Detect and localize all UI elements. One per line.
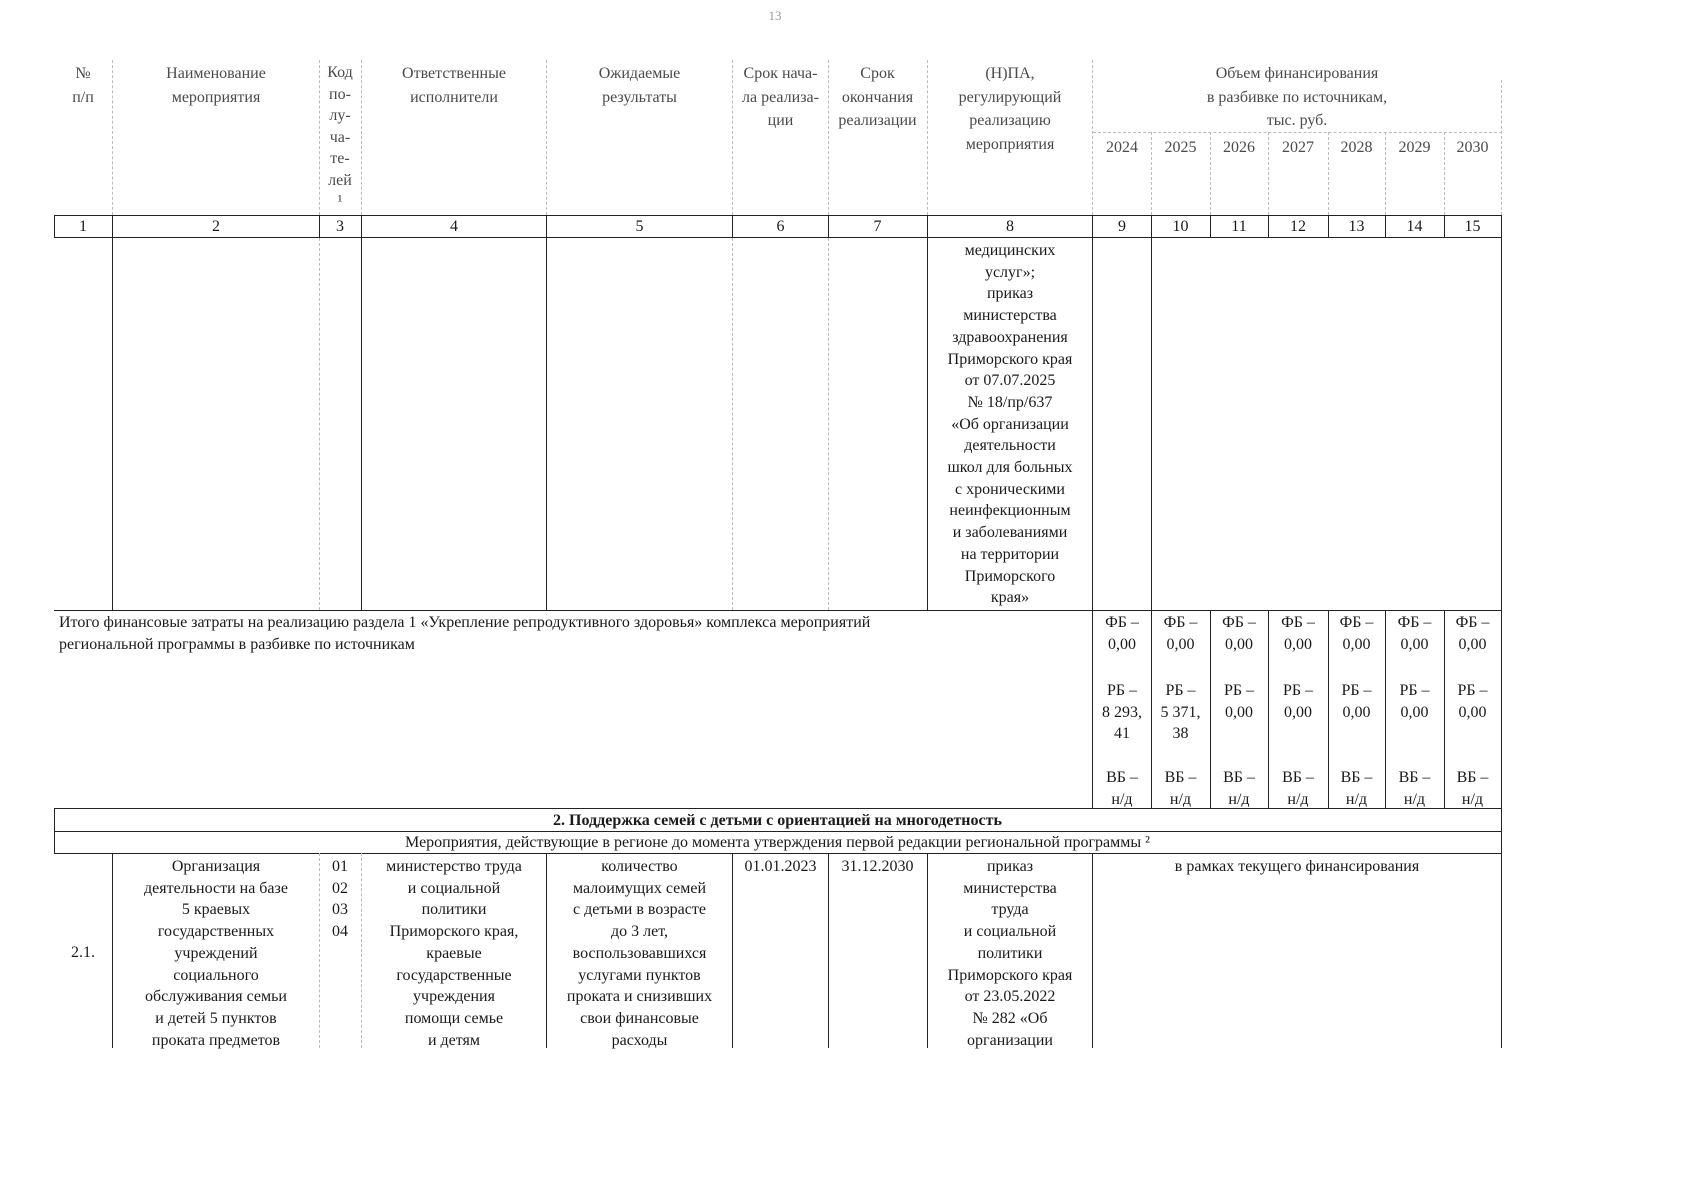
row-2-1-financing: в рамках текущего финансирования [1174,858,1420,875]
total-rb-2027: РБ – 0,00 [1282,682,1314,721]
total-fb-2027: ФБ – 0,00 [1281,614,1315,653]
rule-r21-c2 [319,853,320,1048]
rule-v-c5 [732,215,733,238]
rule-v-c7 [927,215,928,610]
row-2-1-npa: приказ министерства труда и социальной политики Приморского края от 23.05.2022 № 282 «Об организации [947,858,1073,1049]
row-2-1-codes: 01 02 03 04 [332,858,348,941]
rule-header-y3 [1268,132,1269,215]
header-year-2029: 2029 [1398,139,1431,156]
col-number-3: 3 [336,218,344,235]
rule-header-col2 [319,60,320,215]
section-2-title: 2. Поддержка семей с детьми с ориентацией на многодетность [553,812,1002,829]
total-vb-2025: ВБ – н/д [1164,769,1197,808]
rule-v-c8 [1092,215,1093,808]
total-vb-2029: ВБ – н/д [1398,769,1431,808]
total-vb-2030: ВБ – н/д [1456,769,1489,808]
rule-v-y4 [1328,215,1329,238]
rule-v-c1 [112,215,113,610]
row-2-1-name: Организация деятельности на базе 5 краевых государственных учреждений социального обслуживания семьи и детей 5 пунктов проката предметов [144,858,288,1049]
rule-r21-c6 [828,853,829,1048]
rule-colnum-top [54,215,1502,216]
row-2-1-end-date: 31.12.2030 [841,858,914,875]
header-year-2026: 2026 [1223,139,1255,156]
rule-v-y5 [1385,215,1386,238]
col-number-7: 7 [873,218,882,235]
total-rb-2028: РБ – 0,00 [1341,682,1372,721]
total-vb-2027: ВБ – н/д [1282,769,1314,808]
total-fb-2025: ФБ – 0,00 [1163,614,1198,653]
header-col-1: № п/п [72,65,94,106]
col-number-5: 5 [635,218,644,235]
rule-v-c2 [319,215,320,238]
continued-npa-text: медицинских услуг»; приказ министерства здравоохранения Приморского края от 07.07.2025 № 18/пр/637 «Об организации деятельности школ для больных с хроническими неинфекционным и заболеваниями на территории Приморского края» [947,242,1073,607]
row-2-1-start-date: 01.01.2023 [744,858,817,875]
total-fb-2028: ФБ – 0,00 [1339,614,1374,653]
col-number-1: 1 [79,218,87,235]
total-fb-2026: ФБ – 0,00 [1222,614,1256,653]
col-number-11: 11 [1231,218,1247,235]
rule-v-c5-dash [732,238,733,610]
total-vb-2026: ВБ – н/д [1223,769,1255,808]
rule-r21-c7 [927,853,928,1048]
row-2-1-results: количество малоимущих семей с детьми в возрасте до 3 лет, воспользовавшихся услугами пунктов проката и снизивших свои финансовые расходы [566,858,713,1049]
total-vb-2024: ВБ – н/д [1106,769,1138,808]
col-number-14: 14 [1406,218,1423,235]
rule-header-right [1501,80,1502,215]
rule-v-y2b [1210,610,1211,808]
header-col-4: Ответственные исполнители [402,65,506,106]
header-year-2028: 2028 [1340,139,1373,156]
rule-v-y6 [1444,215,1445,238]
rule-v-left [54,215,55,238]
rule-v-left-lower [54,808,55,853]
rule-header-col4 [546,60,547,215]
rule-section2-mid [54,831,1502,832]
header-year-2024: 2024 [1106,139,1138,156]
row-2-1-number: 2.1. [71,944,95,961]
rule-v-c2-dash [319,238,320,610]
total-vb-2028: ВБ – н/д [1340,769,1373,808]
rule-colnum-bottom [54,237,1502,238]
header-col-3: Код по- лу- ча- те- лей ¹ [327,64,353,210]
rule-r21-c1 [112,853,113,1048]
rule-v-y3 [1268,215,1269,238]
col-number-2: 2 [212,218,220,235]
rule-header-y2 [1210,132,1211,215]
total-rb-2026: РБ – 0,00 [1223,682,1255,721]
rule-years-top [1093,132,1502,133]
rule-header-y6 [1444,132,1445,215]
rule-v-y1 [1151,215,1152,808]
col-number-10: 10 [1172,218,1189,235]
col-number-9: 9 [1118,218,1126,235]
rule-r21-c8 [1092,853,1093,1048]
rule-header-col7 [927,60,928,215]
header-col-2: Наименование мероприятия [166,65,266,106]
rule-header-y1 [1151,132,1152,215]
col-number-12: 12 [1290,218,1306,235]
rule-v-c4 [546,215,547,610]
col-number-13: 13 [1348,218,1365,235]
rule-v-y2 [1210,215,1211,238]
page-number: 13 [768,8,782,23]
header-year-2027: 2027 [1282,139,1314,156]
total-rb-2025: РБ – 5 371, 38 [1160,682,1201,743]
col-number-6: 6 [776,218,785,235]
rule-header-col3 [361,60,362,215]
col-number-4: 4 [450,218,458,235]
rule-header-col5 [732,60,733,215]
rule-v-right [1501,215,1502,853]
rule-total-top [54,610,1502,611]
rule-section2-top [54,808,1502,809]
header-col-7: Срок окончания реализации [838,65,917,129]
rule-header-col6 [828,60,829,215]
rule-r21-c3 [361,853,362,1048]
rule-v-y3b [1268,610,1269,808]
rule-v-c6-dash [828,238,829,610]
rule-header-col8 [1092,60,1093,215]
rule-v-c3 [361,215,362,610]
rule-header-y4 [1328,132,1329,215]
total-fb-2030: ФБ – 0,00 [1455,614,1490,653]
header-year-2030: 2030 [1456,139,1489,156]
header-financing: Объем финансирования в разбивке по источникам, тыс. руб. [1206,65,1388,129]
rule-v-y6b [1444,610,1445,808]
header-year-2025: 2025 [1164,139,1197,156]
rule-r21-c5 [732,853,733,1048]
rule-r21-right [1501,853,1502,1048]
rule-header-y5 [1385,132,1386,215]
total-row-label: Итого финансовые затраты на реализацию раздела 1 «Укрепление репродуктивного здоровья» комплекса мероприятий региональной программы в разбивке по источникам [59,614,871,653]
total-fb-2024: ФБ – 0,00 [1105,614,1139,653]
total-rb-2029: РБ – 0,00 [1399,682,1430,721]
header-col-6: Срок нача- ла реализа- ции [742,65,819,129]
section-2-subtitle: Мероприятия, действующие в регионе до момента утверждения первой редакции региональной программы ² [405,834,1150,851]
total-rb-2030: РБ – 0,00 [1457,682,1488,721]
rule-section2-bottom [54,853,1502,854]
total-rb-2024: РБ – 8 293, 41 [1102,682,1142,743]
rule-r21-c4 [546,853,547,1048]
rule-header-col1 [112,60,113,215]
row-2-1-executors: министерство труда и социальной политики Приморского края, краевые государственные учреждения помощи семье и детям [386,858,522,1049]
rule-v-c6 [828,215,829,238]
header-col-5: Ожидаемые результаты [598,65,681,106]
rule-v-y4b [1328,610,1329,808]
col-number-15: 15 [1464,218,1481,235]
header-col-8: (Н)ПА, регулирующий реализацию мероприятия [958,65,1062,153]
total-fb-2029: ФБ – 0,00 [1397,614,1432,653]
col-number-8: 8 [1006,218,1014,235]
rule-v-y5b [1385,610,1386,808]
